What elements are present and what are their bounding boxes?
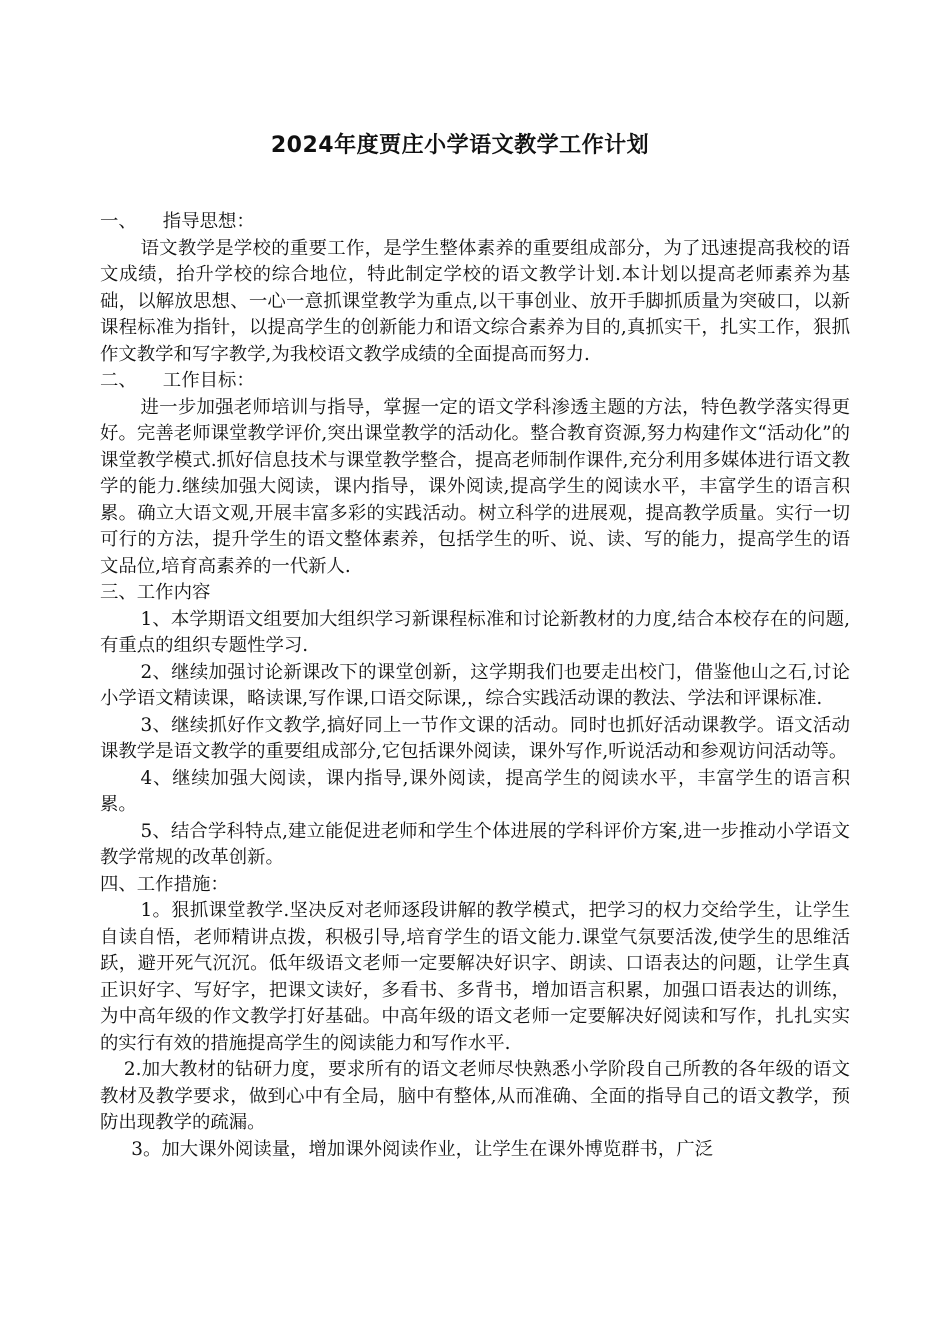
list-item: 2、继续加强讨论新课改下的课堂创新，这学期我们也要走出校门，借鉴他山之石,讨论小学语文精读课，略读课,写作课,口语交际课,，综合实践活动课的教法、学法和评课标准.	[100, 661, 850, 709]
section-heading-guiding-thought	[100, 209, 850, 236]
list-item: 2.加大教材的钻研力度，要求所有的语文老师尽快熟悉小学阶段自己所教的各年级的语文教材及教学要求，做到心中有全局，脑中有整体,从而准确、全面的指导自己的语文教学，预防出现教学的疏漏。	[100, 1059, 850, 1133]
section-heading-text: 指导思想：	[162, 211, 255, 232]
list-item: 1。狠抓课堂教学.坚决反对老师逐段讲解的教学模式，把学习的权力交给学生，让学生自读自悟，老师精讲点拨，积极引导,培育学生的语文能力.课堂气氛要活泼,使学生的思维活跃，避开死气沉沉。低年级语文老师一定要解决好识字、朗读、口语表达的问题，让学生真正识好字、写好字，把课文读好，多看书、多背书，增加语言积累，加强口语表达的训练，为中高年级的作文教学打好基础。中高年级的语文老师一定要解决好阅读和写作，扎扎实实的实行有效的措施提高学生的阅读能力和写作水平.	[100, 900, 850, 1054]
list-item: 1、本学期语文组要加大组织学习新课程标准和讨论新教材的力度,结合本校存在的问题,有重点的组织专题性学习.	[100, 608, 850, 656]
list-item: 3、继续抓好作文教学,搞好同上一节作文课的活动。同时也抓好活动课教学。语文活动课教学是语文教学的重要组成部分,它包括课外阅读，课外写作,听说活动和参观访问活动等。	[100, 714, 850, 762]
paragraph-work-goals: 进一步加强老师培训与指导，掌握一定的语文学科渗透主题的方法，特色教学落实得更好。完善老师课堂教学评价,突出课堂教学的活动化。整合教育资源,努力构建作文“活动化”的课堂教学模式.抓好信息技术与课堂教学整合，提高老师制作课件,充分利用多媒体进行语文教学的能力.继续加强大阅读，课内指导，课外阅读,提高学生的阅读水平，丰富学生的语言积累。确立大语文观,开展丰富多彩的实践活动。树立科学的进展观，提高教学质量。实行一切可行的方法，提升学生的语文整体素养，包括学生的听、说、读、写的能力，提高学生的语文品位,培育高素养的一代新人.	[100, 396, 850, 577]
section-heading-work-measures: 四、工作措施：	[100, 873, 229, 895]
section-number: 一、	[100, 211, 137, 232]
document-title: 2024年度贾庄小学语文教学工作计划	[270, 133, 650, 158]
paragraph-guiding-thought: 语文教学是学校的重要工作，是学生整体素养的重要组成部分，为了迅速提高我校的语文成绩，抬升学校的综合地位，特此制定学校的语文教学计划.本计划以提高老师素养为基础，以解放思想、一心一意抓课堂教学为重点,以干事创业、放开手脚抓质量为突破口，以新课程标准为指针，以提高学生的创新能力和语文综合素养为目的,真抓实干，扎实工作，狠抓作文教学和写字教学,为我校语文教学成绩的全面提高而努力.	[100, 237, 850, 365]
document-body	[100, 209, 850, 1163]
section-number: 二、	[100, 370, 137, 391]
list-item: 3。加大课外阅读量，增加课外阅读作业，让学生在课外博览群书，广泛	[131, 1138, 714, 1160]
list-item: 5、结合学科特点,建立能促进老师和学生个体进展的学科评价方案,进一步推动小学语文教学常规的改革创新。	[100, 820, 850, 868]
section-heading-text: 工作目标：	[162, 370, 255, 391]
section-heading-work-content: 三、工作内容	[100, 582, 211, 603]
section-heading-work-goals	[100, 368, 850, 395]
list-item: 4、继续加强大阅读，课内指导,课外阅读，提高学生的阅读水平，丰富学生的语言积累。	[100, 767, 850, 815]
